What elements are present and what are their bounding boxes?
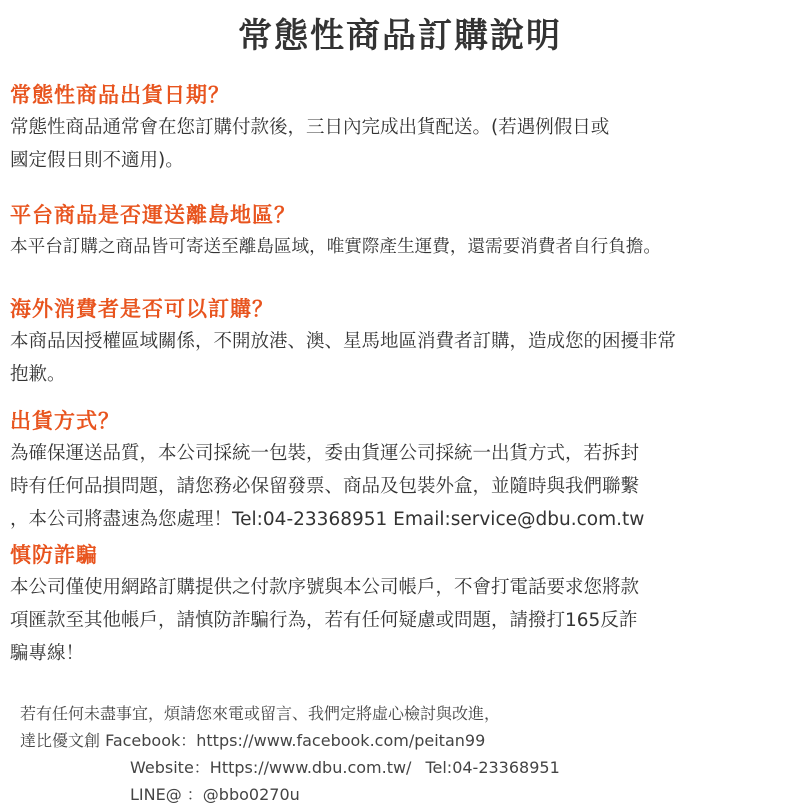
- body-line: 本商品因授權區域關係，不開放港、澳、星馬地區消費者訂購，造成您的困擾非常: [10, 331, 677, 352]
- footer-note: 若有任何未盡事宜，煩請您來電或留言、我們定將虛心檢討與改進，: [20, 704, 501, 723]
- section-heading: 平台商品是否運送離島地區？: [10, 203, 296, 227]
- section-body: [10, 571, 794, 670]
- section-body: [10, 231, 794, 264]
- footer-facebook: 達比優文創 Facebook：https://www.facebook.com/peitan99: [20, 731, 486, 750]
- body-line: 本公司僅使用網路訂購提供之付款序號與本公司帳戶，不會打電話要求您將款: [10, 577, 640, 598]
- body-line: 為確保運送品質，本公司採統一包裝，委由貨運公司採統一出貨方式，若拆封: [10, 443, 640, 464]
- section-shipping-method: [10, 406, 794, 536]
- body-line: 時有任何品損問題，請您務必保留發票、商品及包裝外盒，並隨時與我們聯繫: [10, 476, 640, 497]
- footer-website-row: [20, 754, 780, 781]
- section-fraud-warning: [10, 540, 794, 670]
- body-line: 項匯款至其他帳戶，請慎防詐騙行為，若有任何疑慮或問題，請撥打165反詐: [10, 610, 638, 631]
- section-overseas: [10, 294, 794, 391]
- contact-footer: [20, 700, 780, 808]
- section-outlying-islands: [10, 200, 794, 264]
- section-heading: 出貨方式？: [10, 409, 120, 433]
- body-line: ，本公司將盡速為您處理！Tel:04-23368951 Email:service@dbu.com.tw: [10, 509, 645, 530]
- section-body: [10, 111, 794, 177]
- section-heading: 海外消費者是否可以訂購？: [10, 297, 274, 321]
- body-line: 本平台訂購之商品皆可寄送至離島區域，唯實際產生運費，還需要消費者自行負擔。: [10, 237, 661, 257]
- body-line: 國定假日則不適用)。: [10, 150, 184, 171]
- footer-website: Website：Https://www.dbu.com.tw/: [130, 758, 412, 777]
- page-title: 常態性商品訂購說明: [238, 16, 562, 56]
- section-heading: 慎防詐騙: [10, 543, 98, 567]
- body-line: 常態性商品通常會在您訂購付款後，三日內完成出貨配送。(若遇例假日或: [10, 117, 610, 138]
- section-heading: 常態性商品出貨日期？: [10, 83, 230, 107]
- section-body: [10, 325, 794, 391]
- footer-line-id: LINE@ ：@bbo0270u: [130, 785, 300, 804]
- body-line: 騙專線！: [10, 643, 85, 664]
- footer-tel: Tel:04-23368951: [425, 758, 560, 777]
- section-shipping-date: [10, 80, 794, 177]
- section-body: [10, 437, 794, 536]
- body-line: 抱歉。: [10, 364, 66, 385]
